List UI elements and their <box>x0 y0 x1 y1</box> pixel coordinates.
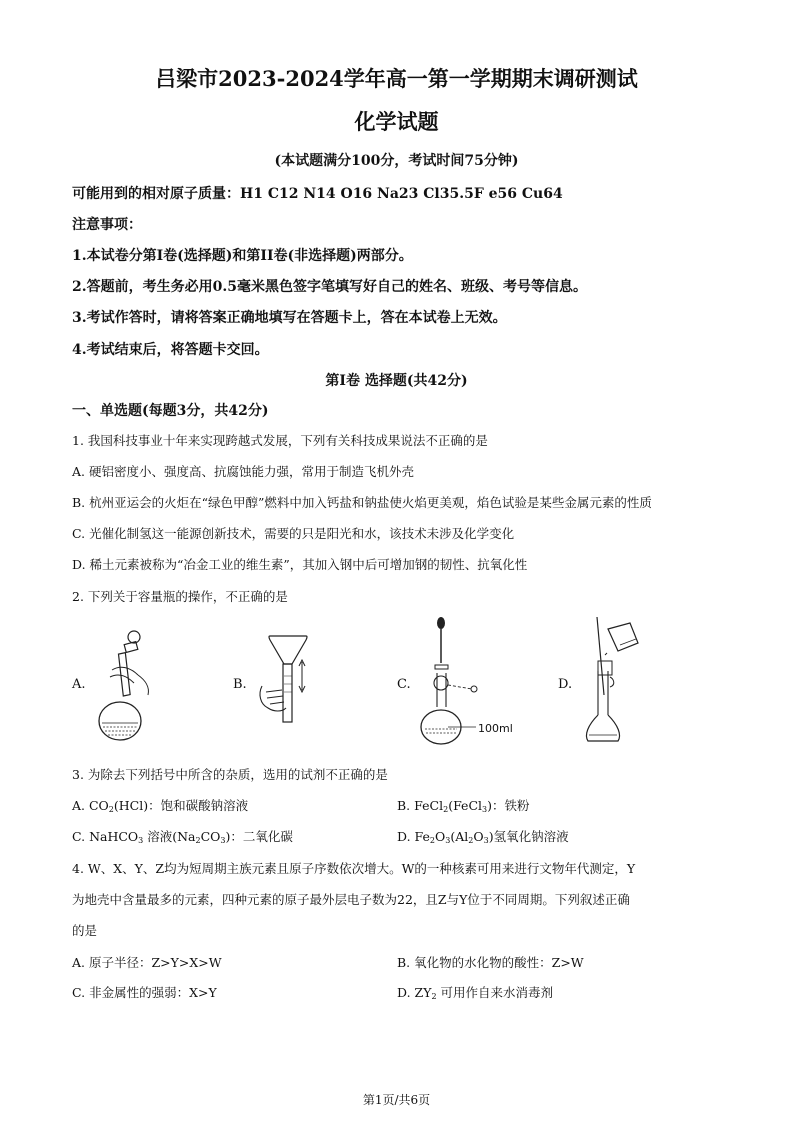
q1-option-d: D. 稀土元素被称为“冶金工业的维生素”，其加入钢中后可增加钢的韧性、抗氧化性 <box>72 557 528 572</box>
exam-info: (本试题满分100分，考试时间75分钟) <box>274 153 519 169</box>
q2-label-a: A. <box>72 677 86 692</box>
figure-a-flask-shake <box>90 625 160 745</box>
flask-volume-mark: 100ml <box>478 722 513 735</box>
notes-heading: 注意事项： <box>72 217 142 233</box>
q3-option-c: C. NaHCO$_3$ 溶液$(Na_2CO_3)$：二氧化碳 <box>72 829 293 845</box>
q1-option-a: A. 硬铝密度小、强度高、抗腐蚀能力强，常用于制造飞机外壳 <box>72 464 414 479</box>
q4-stem-line3: 的是 <box>72 923 98 938</box>
note-item: 2.答题前，考生务必用0.5毫米黑色签字笔填写好自己的姓名、班级、考号等信息。 <box>72 279 587 295</box>
q2-label-b: B. <box>233 677 247 692</box>
note-item: 3.考试作答时，请将答案正确地填写在答题卡上，答在本试卷上无效。 <box>72 310 507 326</box>
q3-option-d: D. $Fe_2O_3(Al_2O_3)$氢氧化钠溶液 <box>397 829 569 845</box>
section-title: 第I卷 选择题(共42分) <box>325 373 468 389</box>
page-number: 第1页/共6页 <box>362 1093 431 1107</box>
figure-b-funnel-check <box>252 632 312 732</box>
exam-title: 吕梁市2023-2024学年高一第一学期期末调研测试 <box>155 66 638 91</box>
subject-title: 化学试题 <box>354 109 439 134</box>
q1-option-b: B. 杭州亚运会的火炬在“绿色甲醇”燃料中加入钙盐和钠盐使火焰更美观，焰色试验是某些金属元素的性质 <box>72 495 652 510</box>
note-item: 1.本试卷分第I卷(选择题)和第II卷(非选择题)两部分。 <box>72 248 413 264</box>
q4-option-b: B. 氧化物的水化物的酸性：Z>W <box>397 955 584 970</box>
atomic-masses: 可能用到的相对原子质量：H1 C12 N14 O16 Na23 Cl35.5F e56 Cu64 <box>72 186 563 202</box>
q3-stem: 3. 为除去下列括号中所含的杂质，选用的试剂不正确的是 <box>72 767 388 782</box>
q3-option-b: B. FeCl$_2$(FeCl$_3$)：铁粉 <box>397 798 530 814</box>
q3-option-a: A. $CO_2(HCl)$：饱和碳酸钠溶液 <box>72 798 249 814</box>
q4-option-d: D. $ZY_2$ 可用作自来水消毒剂 <box>397 985 554 1001</box>
figure-c-dropper-flask <box>420 615 530 755</box>
q2-label-c: C. <box>397 677 411 692</box>
q2-label-d: D. <box>558 677 573 692</box>
q4-stem-line1: 4. W、X、Y、Z均为短周期主族元素且原子序数依次增大。W的一种核素可用来进行文物年代测定，Y <box>72 861 636 876</box>
part-title: 一、单选题(每题3分，共42分) <box>72 403 269 419</box>
figure-d-pouring <box>580 615 650 750</box>
q4-stem-line2: 为地壳中含量最多的元素，四种元素的原子最外层电子数为22，且Z与Y位于不同周期。下列叙述正确 <box>72 892 630 907</box>
q4-option-c: C. 非金属性的强弱：X>Y <box>72 985 217 1000</box>
q1-option-c: C. 光催化制氢这一能源创新技术，需要的只是阳光和水，该技术未涉及化学变化 <box>72 526 515 541</box>
note-item: 4.考试结束后，将答题卡交回。 <box>72 342 269 358</box>
q4-option-a: A. 原子半径：Z>Y>X>W <box>72 955 222 970</box>
q1-stem: 1. 我国科技事业十年来实现跨越式发展，下列有关科技成果说法不正确的是 <box>72 433 488 448</box>
q2-stem: 2. 下列关于容量瓶的操作，不正确的是 <box>72 589 288 604</box>
